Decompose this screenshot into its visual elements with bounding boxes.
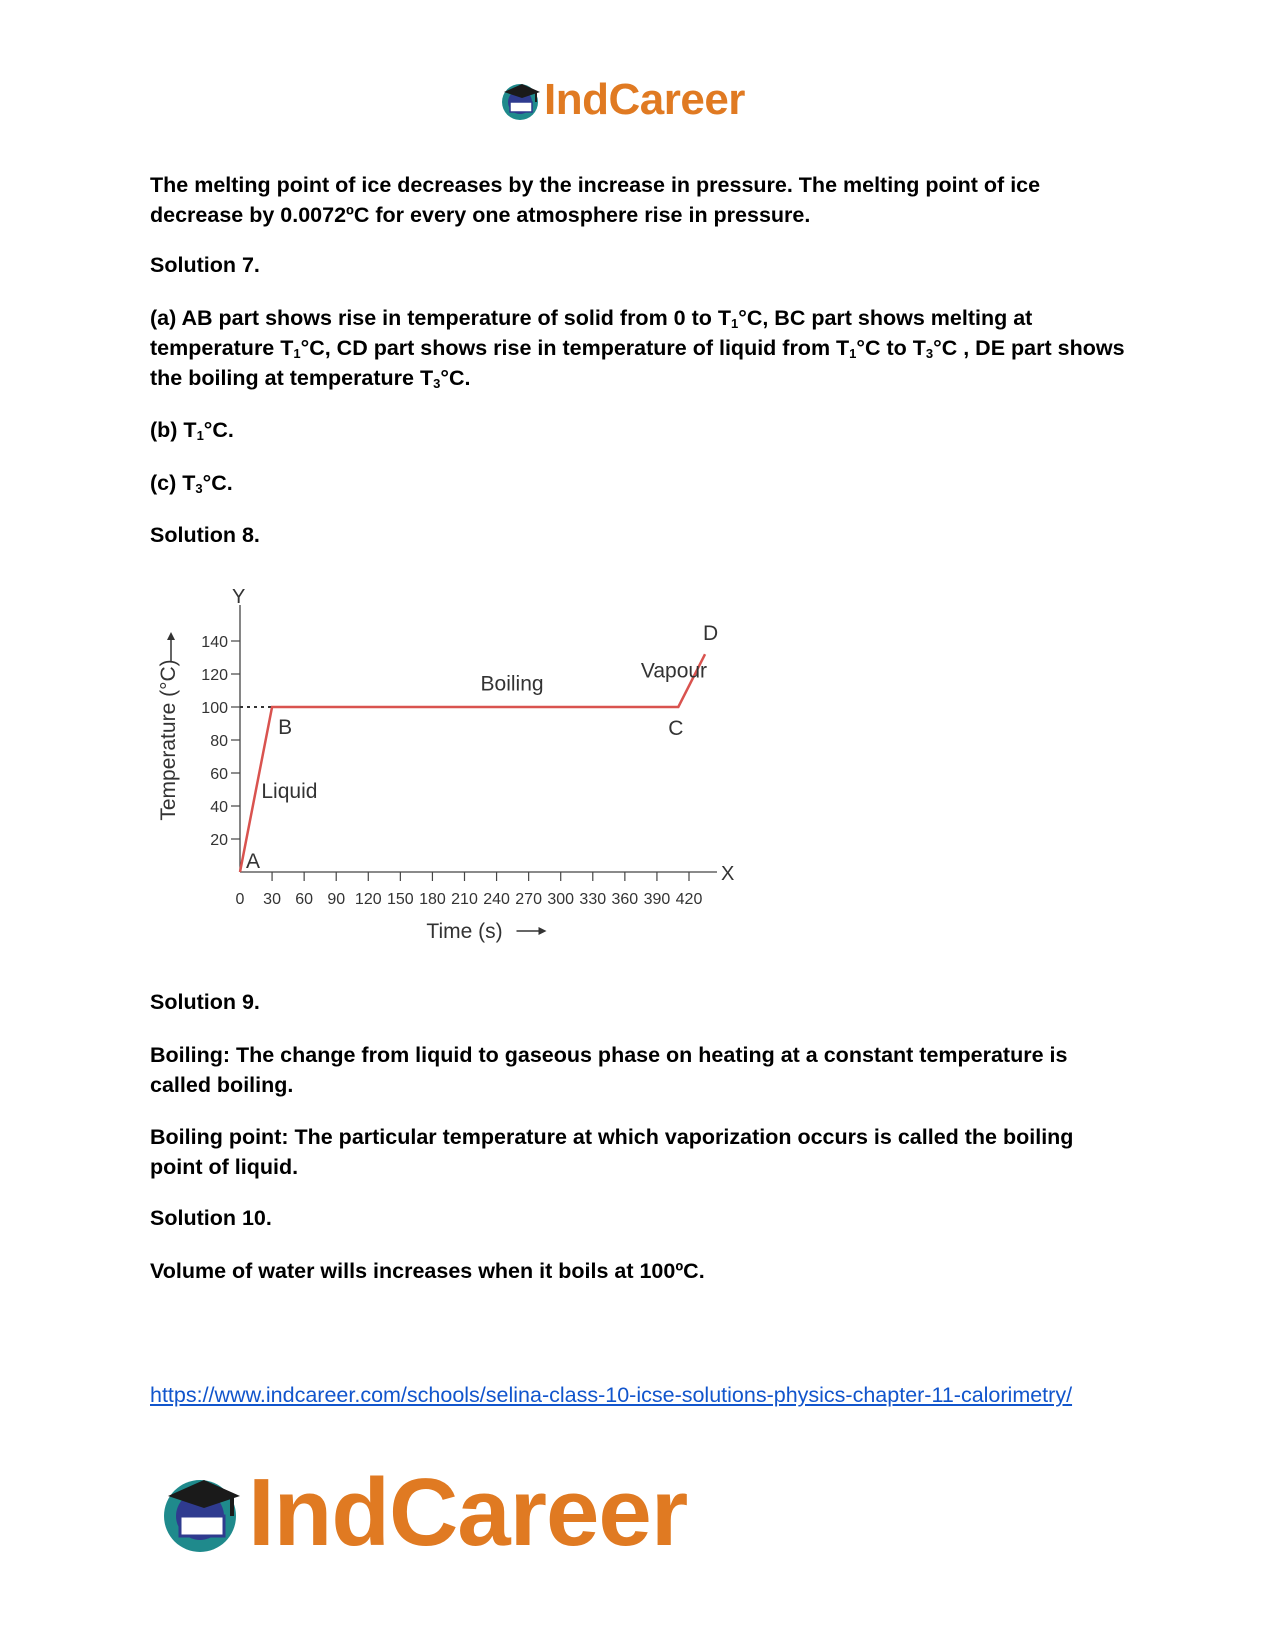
x-tick-label: 120 — [354, 891, 382, 908]
point-label-c: C — [668, 717, 684, 740]
graduation-cap-logo-icon — [500, 78, 544, 122]
y-tick-label: 20 — [210, 832, 228, 849]
x-axis-arrowhead — [539, 927, 547, 935]
graduation-cap-logo-icon — [160, 1468, 248, 1556]
x-tick-label: 270 — [515, 891, 542, 908]
source-link[interactable]: https://www.indcareer.com/schools/selina-class-10-icse-solutions-physics-chapter-11-calorimetry/ — [150, 1383, 1073, 1407]
x-tick-label: 0 — [235, 891, 245, 908]
x-tick-label: 30 — [263, 891, 281, 908]
footer-logo-text: IndCareer — [248, 1459, 688, 1566]
y-tick-label: 140 — [201, 634, 228, 651]
x-axis-letter: X — [721, 863, 735, 885]
y-tick-label: 40 — [210, 799, 228, 816]
heading-solution-8: Solution 8. — [150, 523, 260, 547]
paragraph-boiling-point-definition: Boiling point: The particular temperature at which vaporization occurs is called the boiling point of liquid. — [150, 1125, 1074, 1179]
heading-solution-7: Solution 7. — [150, 253, 260, 277]
y-tick-label: 100 — [201, 700, 228, 717]
paragraph-solution-7b: (b) $T_1^\circ C$. — [150, 418, 234, 443]
x-tick-label: 390 — [643, 891, 671, 908]
point-label-b: B — [278, 716, 293, 739]
x-tick-label: 210 — [451, 891, 478, 908]
paragraph-solution-7a: (a) AB part shows rise in temperature of solid from 0 to $T_1^\circ C$, BC part shows melting at temperature $T_1^\circ C$, CD part shows rise in temperature of liquid from $T_1^\circ C$ to $T_3^\circ C$ , DE part shows the boiling at temperature $T_3^\circ C$. — [150, 306, 1125, 391]
x-tick-label: 360 — [611, 891, 639, 908]
point-label-a: A — [246, 850, 261, 873]
x-tick-label: 420 — [675, 891, 703, 908]
x-tick-label: 330 — [579, 891, 607, 908]
annotation-liquid: Liquid — [261, 779, 318, 803]
heating-curve-line — [240, 654, 708, 872]
x-tick-label: 60 — [295, 891, 314, 908]
header-logo — [500, 75, 770, 128]
y-tick-label: 120 — [201, 667, 228, 684]
x-tick-label: 90 — [327, 891, 346, 908]
x-tick-label: 150 — [387, 891, 414, 908]
x-axis-title: Time (s) — [426, 920, 503, 943]
annotation-vapour: Vapour — [640, 659, 708, 683]
paragraph-volume-water: Volume of water wills increases when it boils at 100ºC. — [150, 1259, 705, 1283]
x-tick-label: 240 — [483, 891, 510, 908]
annotation-boiling: Boiling — [480, 672, 544, 696]
y-tick-label: 60 — [210, 766, 228, 783]
header-logo-text: IndCareer — [544, 75, 745, 124]
x-tick-label: 180 — [419, 891, 446, 908]
heading-solution-9: Solution 9. — [150, 990, 260, 1014]
paragraph-boiling-definition: Boiling: The change from liquid to gaseous phase on heating at a constant temperature is called boiling. — [150, 1043, 1068, 1097]
heating-curve-chart — [155, 586, 795, 980]
y-axis-letter: Y — [232, 586, 246, 608]
x-tick-label: 300 — [547, 891, 575, 908]
heading-solution-10: Solution 10. — [150, 1206, 272, 1230]
paragraph-melting-point: The melting point of ice decreases by the increase in pressure. The melting point of ice decrease by 0.0072ºC for every one atmosphere rise in pressure. — [150, 173, 1041, 227]
footer-logo — [160, 1459, 700, 1568]
point-label-d: D — [703, 622, 719, 646]
y-axis-arrowhead — [167, 632, 175, 640]
y-axis-title: Temperature (°C) — [157, 659, 180, 821]
y-tick-label: 80 — [210, 733, 228, 750]
paragraph-solution-7c: (c) $T_3^\circ C$. — [150, 471, 233, 496]
